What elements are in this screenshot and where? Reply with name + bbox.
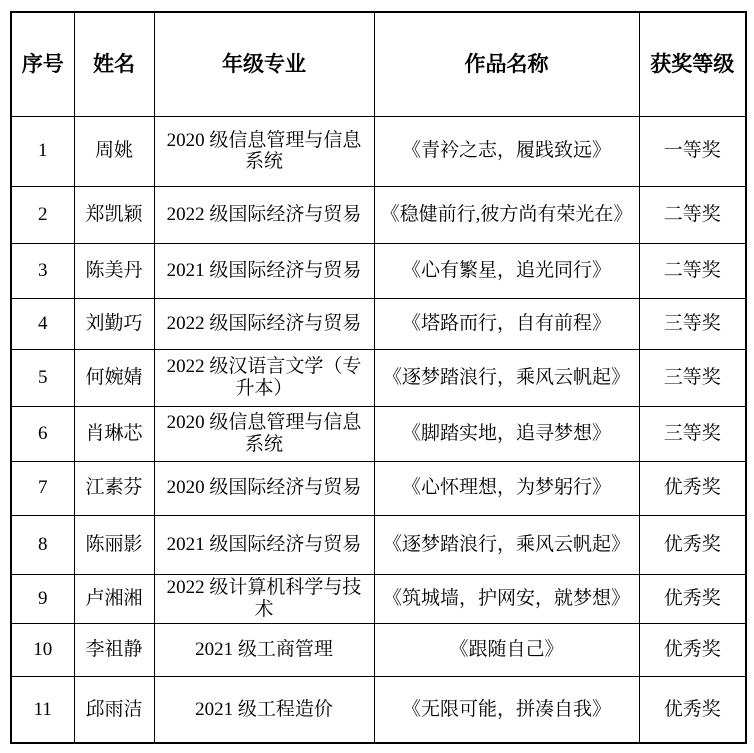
table-row xyxy=(11,186,746,243)
cell-work: 《塔路而行，自有前程》 xyxy=(374,298,639,349)
cell-index: 1 xyxy=(11,116,74,186)
table-row xyxy=(11,461,746,515)
cell-work: 《跟随自己》 xyxy=(374,623,639,676)
cell-major: 2022 级国际经济与贸易 xyxy=(154,298,374,349)
cell-index: 11 xyxy=(11,676,74,743)
col-header-award: 获奖等级 xyxy=(639,12,746,116)
table-row xyxy=(11,243,746,298)
awards-table xyxy=(10,11,747,744)
cell-index: 6 xyxy=(11,406,74,461)
cell-index: 10 xyxy=(11,623,74,676)
cell-work: 《心怀理想，为梦躬行》 xyxy=(374,461,639,515)
cell-award: 优秀奖 xyxy=(639,676,746,743)
table-row xyxy=(11,676,746,743)
col-header-work: 作品名称 xyxy=(374,12,639,116)
cell-work: 《无限可能，拼凑自我》 xyxy=(374,676,639,743)
table-row xyxy=(11,406,746,461)
col-header-major: 年级专业 xyxy=(154,12,374,116)
cell-name: 郑凯颖 xyxy=(74,186,154,243)
cell-work: 《筑城墙，护网安，就梦想》 xyxy=(374,574,639,623)
cell-award: 三等奖 xyxy=(639,349,746,406)
cell-name: 邱雨洁 xyxy=(74,676,154,743)
cell-major: 2022 级计算机科学与技术 xyxy=(154,574,374,623)
table-row xyxy=(11,515,746,574)
cell-award: 三等奖 xyxy=(639,406,746,461)
cell-work: 《心有繁星，追光同行》 xyxy=(374,243,639,298)
cell-name: 肖琳芯 xyxy=(74,406,154,461)
cell-award: 优秀奖 xyxy=(639,461,746,515)
table-row xyxy=(11,574,746,623)
cell-award: 二等奖 xyxy=(639,186,746,243)
cell-index: 9 xyxy=(11,574,74,623)
cell-work: 《逐梦踏浪行，乘风云帆起》 xyxy=(374,515,639,574)
cell-index: 8 xyxy=(11,515,74,574)
cell-name: 江素芬 xyxy=(74,461,154,515)
cell-major: 2020 级国际经济与贸易 xyxy=(154,461,374,515)
cell-award: 二等奖 xyxy=(639,243,746,298)
cell-award: 一等奖 xyxy=(639,116,746,186)
table-row xyxy=(11,349,746,406)
cell-major: 2021 级工程造价 xyxy=(154,676,374,743)
cell-award: 优秀奖 xyxy=(639,574,746,623)
cell-major: 2022 级国际经济与贸易 xyxy=(154,186,374,243)
cell-index: 5 xyxy=(11,349,74,406)
cell-index: 3 xyxy=(11,243,74,298)
cell-name: 卢湘湘 xyxy=(74,574,154,623)
cell-index: 4 xyxy=(11,298,74,349)
cell-award: 三等奖 xyxy=(639,298,746,349)
cell-major: 2020 级信息管理与信息系统 xyxy=(154,406,374,461)
cell-major: 2022 级汉语言文学（专升本） xyxy=(154,349,374,406)
cell-major: 2021 级工商管理 xyxy=(154,623,374,676)
col-header-index: 序号 xyxy=(11,12,74,116)
cell-work: 《脚踏实地，追寻梦想》 xyxy=(374,406,639,461)
header-row xyxy=(11,12,746,116)
cell-name: 李祖静 xyxy=(74,623,154,676)
cell-name: 周姚 xyxy=(74,116,154,186)
cell-award: 优秀奖 xyxy=(639,515,746,574)
cell-index: 2 xyxy=(11,186,74,243)
cell-name: 陈丽影 xyxy=(74,515,154,574)
cell-award: 优秀奖 xyxy=(639,623,746,676)
cell-name: 何婉婧 xyxy=(74,349,154,406)
cell-major: 2021 级国际经济与贸易 xyxy=(154,243,374,298)
cell-major: 2020 级信息管理与信息系统 xyxy=(154,116,374,186)
cell-name: 陈美丹 xyxy=(74,243,154,298)
cell-work: 《青衿之志，履践致远》 xyxy=(374,116,639,186)
table-row xyxy=(11,623,746,676)
cell-index: 7 xyxy=(11,461,74,515)
cell-name: 刘勤巧 xyxy=(74,298,154,349)
cell-work: 《稳健前行,彼方尚有荣光在》 xyxy=(374,186,639,243)
col-header-name: 姓名 xyxy=(74,12,154,116)
table-row xyxy=(11,298,746,349)
cell-major: 2021 级国际经济与贸易 xyxy=(154,515,374,574)
cell-work: 《逐梦踏浪行，乘风云帆起》 xyxy=(374,349,639,406)
table-row xyxy=(11,116,746,186)
